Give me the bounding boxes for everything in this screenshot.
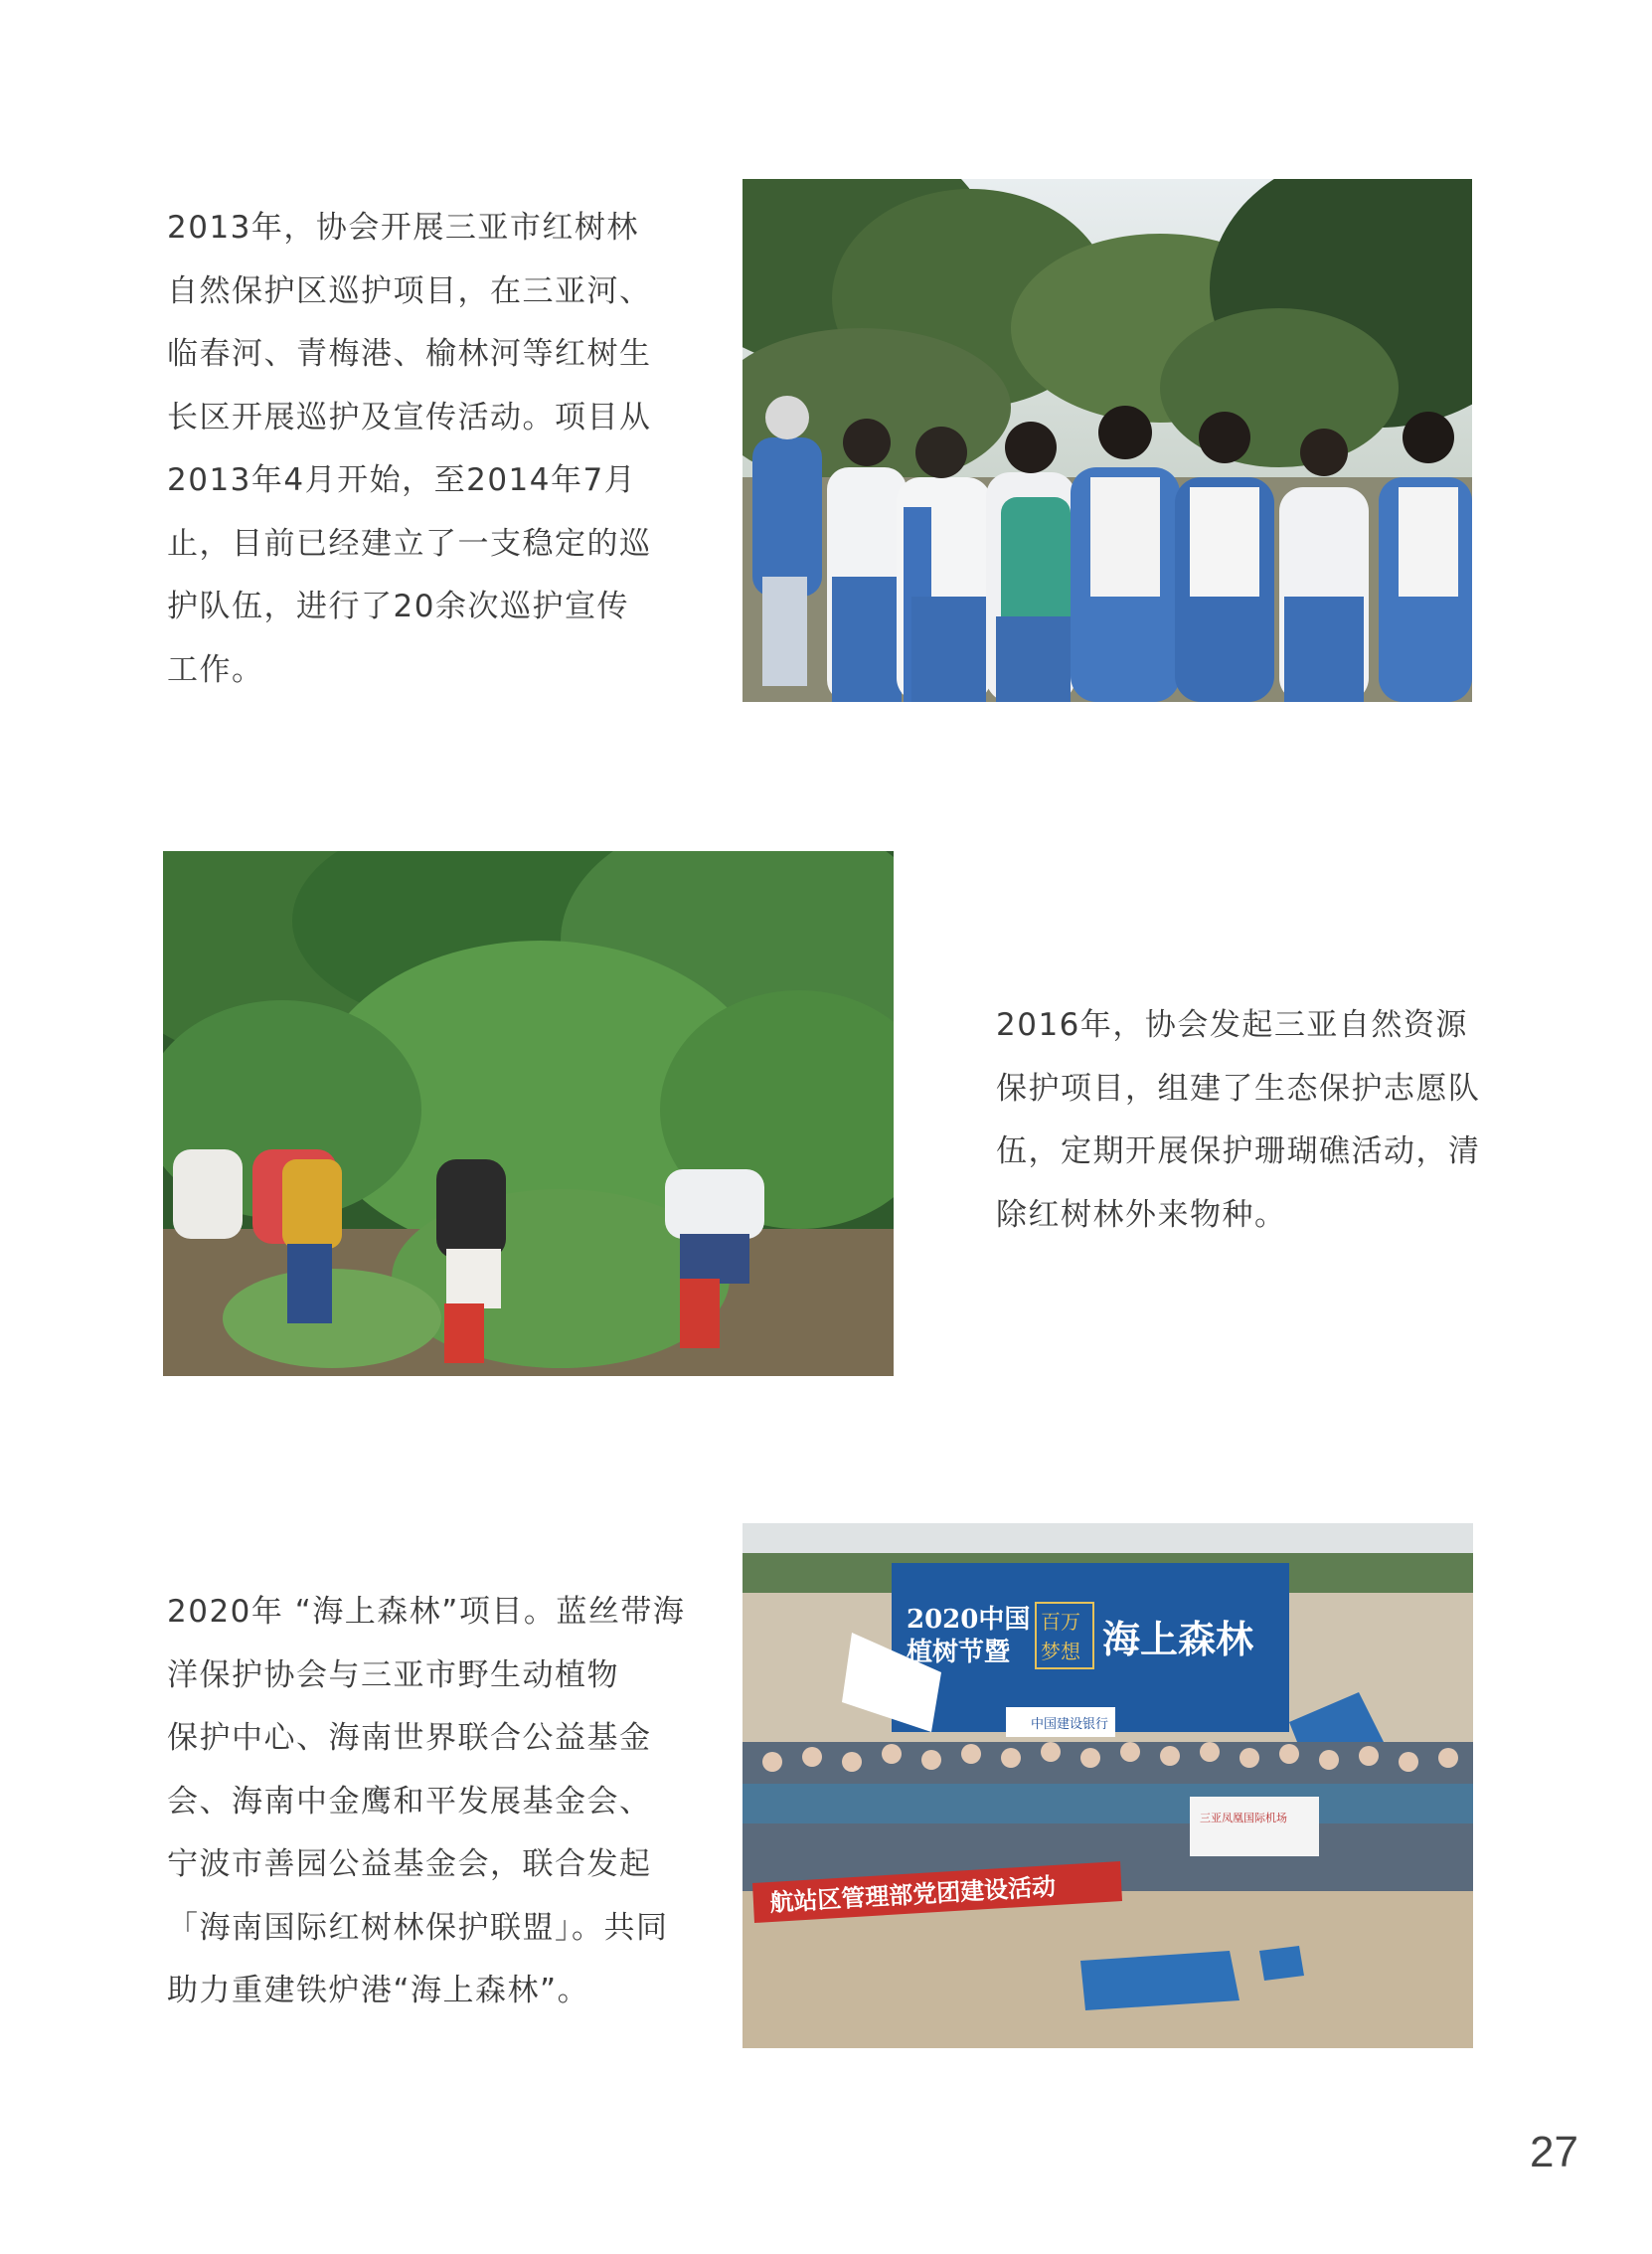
section-3-line: 洋保护协会与三亚市野生动植物 [167, 1656, 619, 1693]
section-1-line: 2013年4月开始，至2014年7月 [167, 462, 637, 498]
section-3-line: 助力重建铁炉港“海上森林”。 [167, 1973, 590, 2008]
section-3-line: 宁波市善园公益基金会，联合发起 [167, 1846, 652, 1882]
backdrop-year-text: 2020中国 [907, 1605, 1031, 1635]
section-3-line: 会、海南中金鹰和平发展基金会、 [167, 1783, 652, 1820]
section-3-line: 「海南国际红树林保护联盟」。共同 [167, 1909, 669, 1946]
white-banner-text: 三亚凤凰国际机场 [1200, 1812, 1287, 1824]
section-1-line: 长区开展巡护及宣传活动。项目从 [167, 399, 652, 435]
photo-sea-forest-group [743, 1523, 1473, 2048]
section-2-line: 伍，定期开展保护珊瑚礁活动，清 [996, 1133, 1481, 1169]
section-2-paragraph [996, 994, 1481, 1247]
section-3-paragraph [167, 1581, 685, 2023]
section-1-paragraph [167, 197, 652, 702]
section-1-line: 止，目前已经建立了一支稳定的巡 [167, 525, 652, 562]
section-1-line: 2013年，协会开展三亚市红树林 [167, 210, 639, 246]
section-2-line: 除红树林外来物种。 [996, 1196, 1287, 1233]
section-2-line: 保护项目，组建了生态保护志愿队 [996, 1070, 1481, 1107]
backdrop-title-text: 海上森林 [1102, 1617, 1254, 1661]
backdrop-badge-text-2: 梦想 [1041, 1640, 1080, 1663]
section-1-line: 临春河、青梅港、榆林河等红树生 [167, 336, 652, 372]
section-2-line: 2016年，协会发起三亚自然资源 [996, 1007, 1468, 1043]
section-1-line: 护队伍，进行了20余次巡护宣传 [167, 589, 629, 624]
backdrop-badge-text-1: 百万 [1041, 1610, 1080, 1634]
section-3-line: 2020年 “海上森林”项目。蓝丝带海 [167, 1594, 686, 1630]
photo-volunteers-clearing-species [163, 851, 894, 1376]
section-1-line: 工作。 [167, 651, 264, 688]
bank-logo-text: 中国建设银行 [1031, 1717, 1109, 1732]
section-1-line: 自然保护区巡护项目，在三亚河、 [167, 272, 652, 309]
backdrop-line2-text: 植树节暨 [907, 1638, 1011, 1667]
red-banner-text: 航站区管理部党团建设活动 [768, 1872, 1057, 1917]
photo-mangrove-patrol-students [743, 179, 1472, 702]
section-3-line: 保护中心、海南世界联合公益基金 [167, 1720, 652, 1756]
page-number: 27 [1530, 2128, 1578, 2176]
